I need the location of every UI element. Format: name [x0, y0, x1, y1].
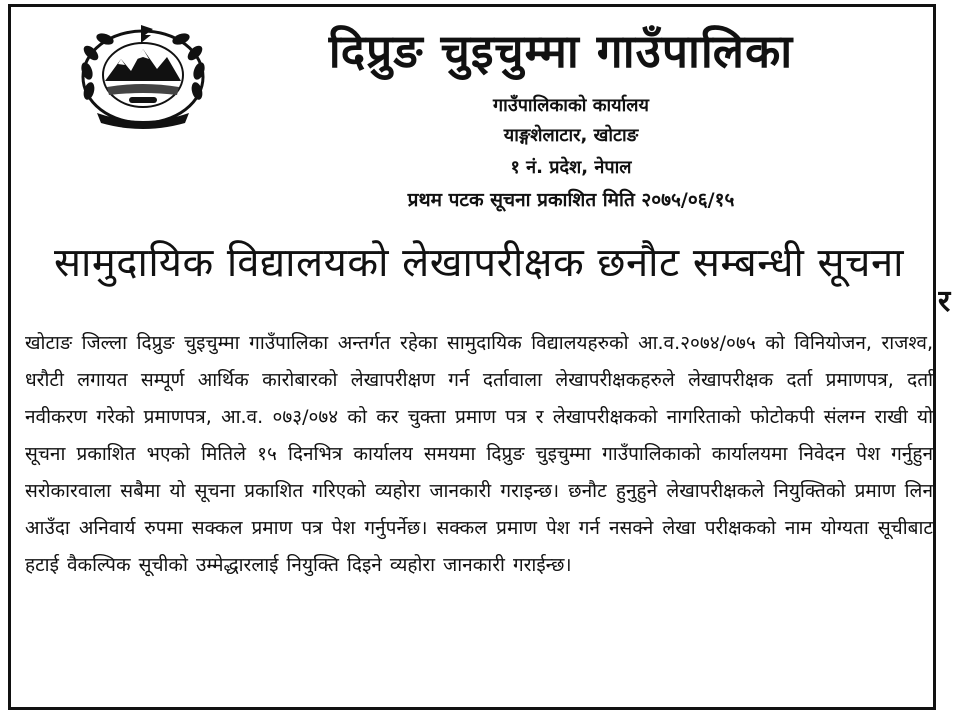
publish-date: प्रथम पटक सूचना प्रकाशित मिति २०७५/०६/१५: [407, 189, 735, 211]
office-name: गाउँपालिकाको कार्यालय: [493, 95, 649, 116]
notice-frame: [8, 4, 936, 710]
notice-heading: सामुदायिक विद्यालयको लेखापरीक्षक छनौट सम्बन्धी सूचना: [53, 240, 905, 286]
municipality-name: दिप्रुङ चुइचुम्मा गाउँपालिका: [328, 24, 794, 78]
office-address: याङ्गशेलाटार, खोटाङ: [503, 125, 639, 146]
cropped-adjacent-text: र: [938, 284, 951, 319]
notice-body: खोटाङ जिल्ला दिप्रुङ चुइचुम्मा गाउँपालिका अन्तर्गत रहेका सामुदायिक विद्यालयहरुको आ.व.२०७४/०७५ को विनियोजन, राजश्व, धरौटी लगायत सम्पूर्ण आर्थिक कारोबारको लेखापरीक्षण गर्न दर्तावाला लेखापरीक्षकहरुले लेखापरीक्षक दर्ता प्रमाणपत्र, दर्ता नवीकरण गरेको प्रमाणपत्र, आ.व. ०७३/०७४ को कर चुक्ता प्रमाण पत्र र लेखापरीक्षकको नागरिताको फोटोकपी संलग्न राखी यो सूचना प्रकाशित भएको मितिले १५ दिनभित्र कार्यालय समयमा दिप्रुङ चुइचुम्मा गाउँपालिकाको कार्यालयमा निवेदन पेश गर्नुहुन सरोकारवाला सबैमा यो सूचना प्रकाशित गरिएको व्यहोरा जानकारी गराइन्छ। छनौट हुनुहुने लेखापरीक्षकले नियुक्तिको प्रमाण लिन आउँदा अनिवार्य रुपमा सक्कल प्रमाण पत्र पेश गर्नुपर्नेछ। सक्कल प्रमाण पेश गर्न नसक्ने लेखा परीक्षकको नाम योग्यता सूचीबाट हटाई वैकल्पिक सूचीको उम्मेद्धारलाई नियुक्ति दिइने व्यहोरा जानकारी गराईन्छ।: [25, 332, 933, 576]
province-line: १ नं. प्रदेश, नेपाल: [510, 157, 632, 178]
nepal-emblem-logo: [71, 21, 215, 133]
